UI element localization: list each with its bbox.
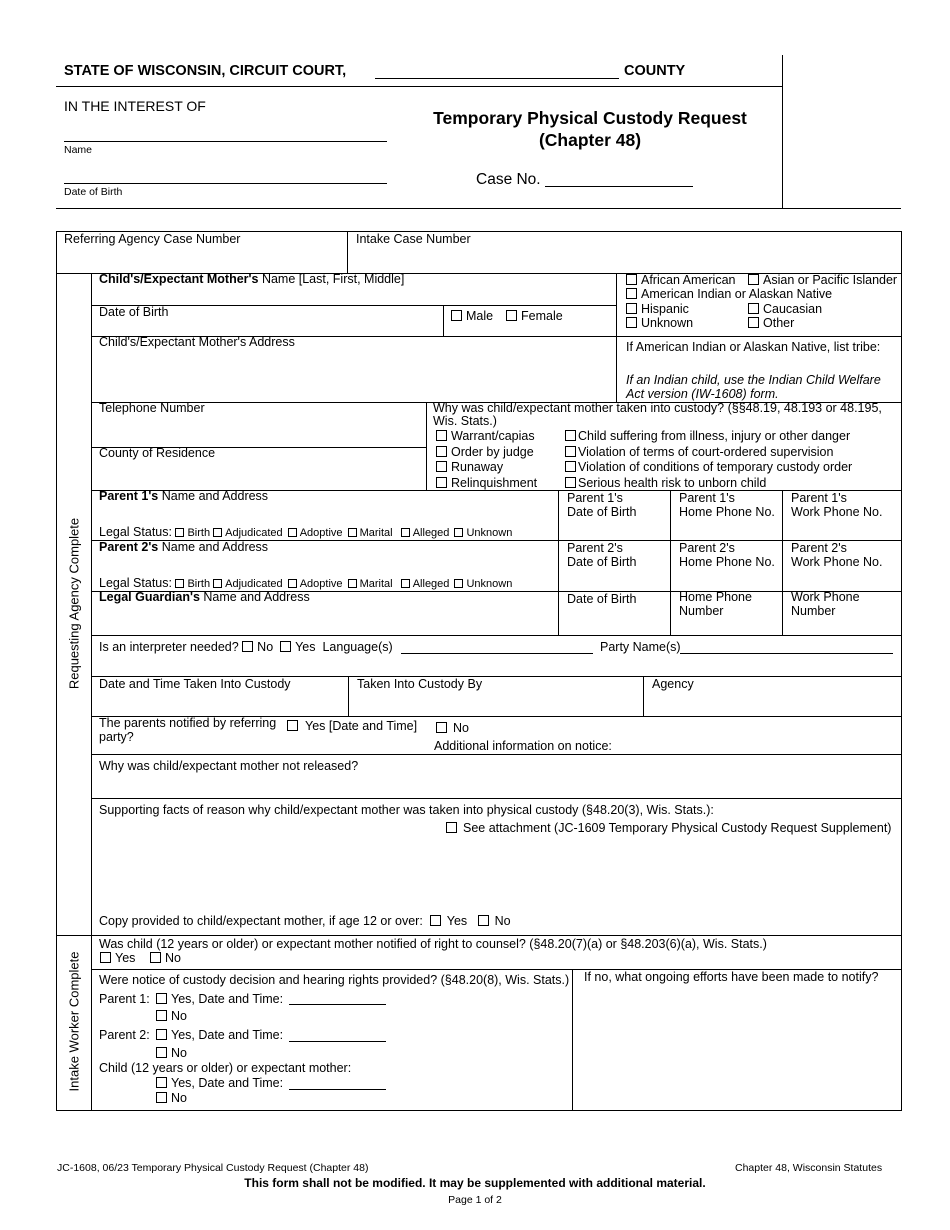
interpreter-row: Is an interpreter needed? No Yes Language(s) — [99, 640, 393, 654]
copy-yes-checkbox[interactable] — [430, 915, 441, 926]
notified-row-bottom — [91, 754, 902, 755]
notice-parent1-line[interactable] — [289, 1004, 386, 1005]
interpreter-yes-checkbox[interactable] — [280, 641, 291, 652]
reason-runaway[interactable]: Runaway — [436, 460, 503, 474]
copy-no-checkbox[interactable] — [478, 915, 489, 926]
party-names-line[interactable] — [680, 653, 893, 654]
child-name-label-rest: Name [Last, First, Middle] — [261, 272, 405, 286]
counsel-question: Was child (12 years or older) or expectant mother notified of right to counsel? (§48.20(7)(a) or §48.203(6)(a), Wis. Stats.) — [99, 937, 767, 951]
custody-col-2 — [643, 676, 644, 716]
additional-info-label: Additional information on notice: — [434, 739, 612, 753]
notice-child-line[interactable] — [289, 1089, 386, 1090]
not-released-row-bottom — [91, 798, 902, 799]
header-bottom-rule — [56, 208, 901, 209]
notice-parent1-yes[interactable]: Yes, Date and Time: — [156, 992, 283, 1006]
sex-male[interactable]: Male — [451, 309, 493, 323]
notice-child-yes[interactable]: Yes, Date and Time: — [156, 1076, 283, 1090]
parent1-legal-status: Legal Status: Birth Adjudicated Adoptive Marital Alleged Unknown — [99, 525, 513, 539]
parent-col-3 — [782, 490, 783, 636]
custody-by-label: Taken Into Custody By — [357, 677, 483, 691]
child-address-label: Child's/Expectant Mother's Address — [99, 335, 295, 349]
guardian-dob-label: Date of Birth — [567, 592, 637, 606]
not-released-label: Why was child/expectant mother not released? — [99, 759, 359, 773]
party-names-label: Party Name(s) — [600, 640, 681, 654]
footer-page: Page 1 of 2 — [448, 1194, 502, 1206]
interpreter-no-checkbox[interactable] — [242, 641, 253, 652]
name-label: Name — [64, 144, 93, 156]
reason-violation-custody[interactable]: Violation of conditions of temporary custody order — [565, 460, 852, 474]
agency-label: Agency — [652, 677, 694, 691]
case-no-label: Case No. — [476, 171, 541, 188]
requesting-agency-label: Requesting Agency Complete — [66, 517, 82, 690]
parent2-home-label: Parent 2's Home Phone No. — [679, 541, 775, 570]
child-name-label — [99, 272, 404, 286]
case-no-line[interactable] — [545, 186, 693, 187]
form-title: Temporary Physical Custody Request — [433, 108, 747, 128]
intake-worker-label: Intake Worker Complete — [66, 951, 82, 1092]
race-divider — [616, 273, 617, 336]
parent2-name-label: Parent 2's Name and Address — [99, 540, 269, 554]
notice-parent2-label: Parent 2: — [99, 1028, 150, 1042]
reason-warrant[interactable]: Warrant/capias — [436, 429, 535, 443]
county-line[interactable] — [375, 78, 619, 79]
referring-case-label: Referring Agency Case Number — [64, 232, 241, 246]
race-caucasian[interactable]: Caucasian — [748, 302, 822, 316]
parent-col-2 — [670, 490, 671, 636]
reason-order-judge[interactable]: Order by judge — [436, 445, 534, 459]
reason-health-risk[interactable]: Serious health risk to unborn child — [565, 476, 766, 490]
guardian-work-label: Work Phone Number — [791, 590, 860, 619]
dob-line[interactable] — [64, 183, 387, 184]
footer-form-id: JC-1608, 06/23 Temporary Physical Custody Request (Chapter 48) — [57, 1162, 369, 1174]
race-asian[interactable]: Asian or Pacific Islander — [748, 273, 897, 287]
race-hispanic[interactable]: Hispanic — [626, 302, 689, 316]
reason-suffering[interactable]: Child suffering from illness, injury or other danger — [565, 429, 850, 443]
footer-statutes: Chapter 48, Wisconsin Statutes — [735, 1162, 883, 1174]
counsel-no[interactable]: No — [150, 951, 181, 965]
notice-parent2-no[interactable]: No — [156, 1046, 187, 1060]
notice-parent2-yes[interactable]: Yes, Date and Time: — [156, 1028, 283, 1042]
notice-question: Were notice of custody decision and hearing rights provided? (§48.20(8), Wis. Stats.) — [99, 973, 570, 987]
custody-date-label: Date and Time Taken Into Custody — [99, 677, 291, 691]
tribe-label: If American Indian or Alaskan Native, list tribe: — [626, 340, 881, 354]
court-prefix: STATE OF WISCONSIN, CIRCUIT COURT, — [64, 63, 347, 79]
parent2-work-label: Parent 2's Work Phone No. — [791, 541, 883, 570]
notified-no[interactable]: No — [436, 721, 469, 735]
parent1-name-label: Parent 1's Name and Address — [99, 489, 269, 503]
interest-of-label: IN THE INTEREST OF — [64, 98, 206, 114]
dob-sex-divider — [443, 305, 444, 336]
dob-label: Date of Birth — [64, 186, 123, 198]
telephone-label: Telephone Number — [99, 401, 205, 415]
notice-divider — [572, 969, 573, 1111]
parent2-dob-label: Parent 2's Date of Birth — [567, 541, 637, 570]
parent-col-1 — [558, 490, 559, 636]
guardian-row-bottom — [91, 635, 902, 636]
race-african-american[interactable]: African American — [626, 273, 735, 287]
case-row-divider — [347, 231, 348, 274]
county-label: COUNTY — [624, 63, 686, 79]
reason-question: Why was child/expectant mother taken into custody? (§§48.19, 48.193 or 48.195, — [433, 401, 882, 415]
ongoing-efforts-label: If no, what ongoing efforts have been made to notify? — [584, 970, 879, 984]
guardian-home-label: Home Phone Number — [679, 590, 752, 619]
icwa-note-1: If an Indian child, use the Indian Child Welfare — [626, 373, 881, 387]
guardian-name-label: Legal Guardian's Name and Address — [99, 590, 310, 604]
side-column-divider — [91, 273, 92, 1111]
reason-question-2: Wis. Stats.) — [433, 414, 497, 428]
race-unknown[interactable]: Unknown — [626, 316, 693, 330]
child-name-label-bold: Child's/Expectant Mother's — [99, 272, 259, 286]
see-attachment[interactable]: See attachment (JC-1609 Temporary Physical Custody Request Supplement) — [446, 821, 891, 835]
requesting-section-bottom — [56, 935, 902, 936]
parent1-work-label: Parent 1's Work Phone No. — [791, 491, 883, 520]
race-other[interactable]: Other — [748, 316, 794, 330]
notice-parent2-line[interactable] — [289, 1041, 386, 1042]
custody-col-1 — [348, 676, 349, 716]
notice-child-label: Child (12 years or older) or expectant mother: — [99, 1061, 352, 1075]
intake-case-label: Intake Case Number — [356, 232, 471, 246]
address-divider — [616, 336, 617, 402]
supporting-facts-label: Supporting facts of reason why child/expectant mother was taken into physical custody (§48.20(3), Wis. Stats.): — [99, 803, 714, 817]
footer-notice: This form shall not be modified. It may be supplemented with additional material. — [244, 1176, 706, 1190]
phone-reasons-divider — [426, 402, 427, 490]
parent1-home-label: Parent 1's Home Phone No. — [679, 491, 775, 520]
sex-female[interactable]: Female — [506, 309, 563, 323]
name-row-bottom — [91, 305, 616, 306]
form-subtitle: (Chapter 48) — [538, 130, 642, 150]
parent2-legal-status: Legal Status: Birth Adjudicated Adoptive Marital Alleged Unknown — [99, 576, 513, 590]
parent1-dob-label: Parent 1's Date of Birth — [567, 491, 637, 520]
copy-provided-row: Copy provided to child/expectant mother, if age 12 or over: Yes No — [99, 914, 511, 928]
notice-parent1-label: Parent 1: — [99, 992, 150, 1006]
icwa-note-2: Act version (IW-1608) form. — [626, 387, 779, 401]
county-residence-label: County of Residence — [99, 446, 216, 460]
notice-parent1-no[interactable]: No — [156, 1009, 187, 1023]
reason-violation-supervision[interactable]: Violation of terms of court-ordered supervision — [565, 445, 833, 459]
notified-question: The parents notified by referring party? — [99, 716, 277, 745]
counsel-yes[interactable]: Yes — [100, 951, 135, 965]
race-american-indian[interactable]: American Indian or Alaskan Native — [626, 287, 832, 301]
notice-child-no[interactable]: No — [156, 1091, 187, 1105]
language-line[interactable] — [401, 653, 593, 654]
notified-yes[interactable]: Yes [Date and Time] — [287, 719, 417, 733]
child-dob-label: Date of Birth — [99, 305, 169, 319]
name-line[interactable] — [64, 141, 387, 142]
reason-relinquishment[interactable]: Relinquishment — [436, 476, 537, 490]
header-rule — [56, 86, 782, 87]
